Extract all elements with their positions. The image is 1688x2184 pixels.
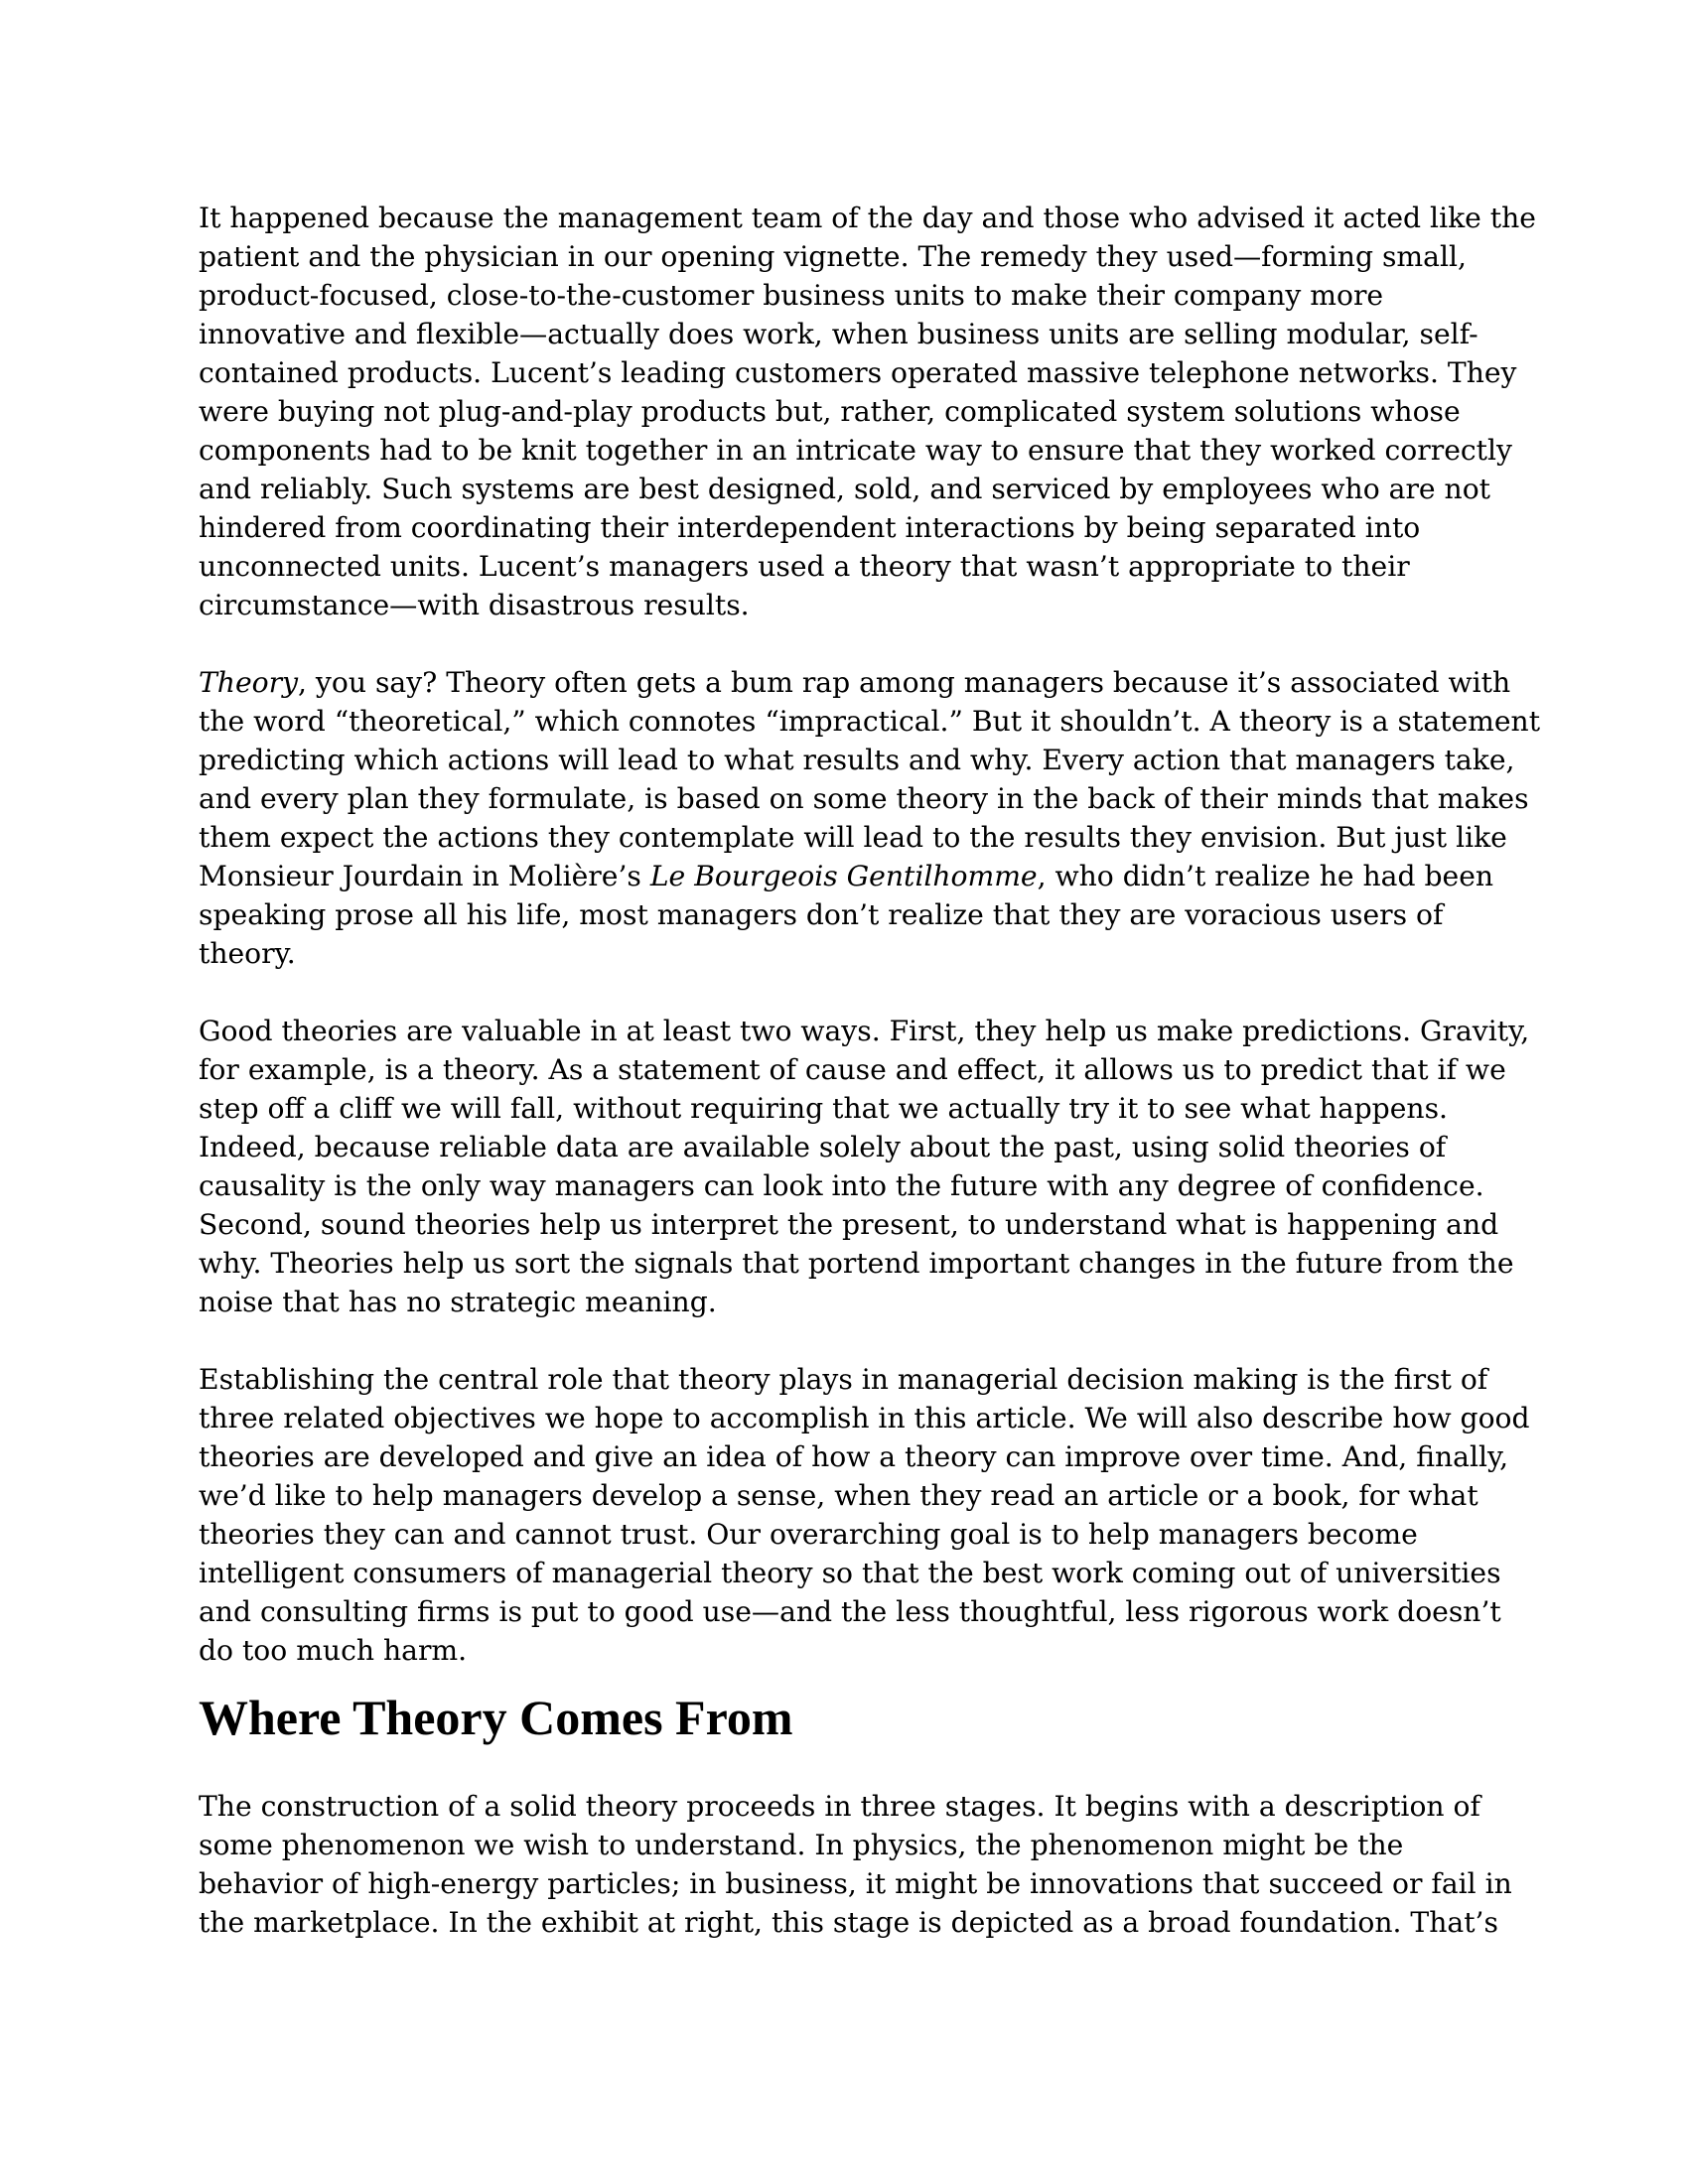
text-line: noise that has no strategic meaning. bbox=[199, 1286, 717, 1318]
paragraph-objectives bbox=[199, 1360, 1530, 1670]
text-line: contained products. Lucent’s leading customers operated massive telephone networks. They bbox=[199, 356, 1517, 389]
document-page bbox=[199, 199, 1541, 1942]
text-line: unconnected units. Lucent’s managers used a theory that wasn’t appropriate to their bbox=[199, 550, 1410, 583]
text-line: Second, sound theories help us interpret the present, to understand what is happening and bbox=[199, 1208, 1499, 1241]
text-line: circumstance—with disastrous results. bbox=[199, 589, 750, 621]
italic-title-le-bourgeois: Le Bourgeois Gentilhomme bbox=[649, 860, 1038, 892]
text-line: theories are developed and give an idea of how a theory can improve over time. And, finally, bbox=[199, 1440, 1509, 1473]
text-line: do too much harm. bbox=[199, 1634, 468, 1667]
text-line: predicting which actions will lead to what results and why. Every action that managers take, bbox=[199, 744, 1515, 776]
text-line: and every plan they formulate, is based on some theory in the back of their minds that makes bbox=[199, 782, 1529, 815]
text-line: theories they can and cannot trust. Our overarching goal is to help managers become bbox=[199, 1518, 1418, 1551]
text-line: behavior of high-energy particles; in business, it might be innovations that succeed or fail in bbox=[199, 1867, 1512, 1900]
text-line: why. Theories help us sort the signals that portend important changes in the future from the bbox=[199, 1247, 1514, 1280]
text-line: hindered from coordinating their interdependent interactions by being separated into bbox=[199, 511, 1421, 544]
text-line: for example, is a theory. As a statement of cause and effect, it allows us to predict that if we bbox=[199, 1053, 1506, 1086]
text-line: and reliably. Such systems are best designed, sold, and serviced by employees who are not bbox=[199, 473, 1491, 505]
text-line: the marketplace. In the exhibit at right, this stage is depicted as a broad foundation. That’s bbox=[199, 1906, 1498, 1939]
text-line: step off a cliff we will fall, without requiring that we actually try it to see what happens. bbox=[199, 1092, 1448, 1125]
text-line: product-focused, close-to-the-customer business units to make their company more bbox=[199, 279, 1384, 312]
paragraph-theory-construction bbox=[199, 1787, 1512, 1942]
text-line: innovative and flexible—actually does work, when business units are selling modular, self- bbox=[199, 318, 1478, 350]
paragraph-theory-definition bbox=[199, 663, 1541, 973]
text-segment: , you say? Theory often gets a bum rap among managers because it’s associated with bbox=[298, 666, 1511, 699]
text-line: intelligent consumers of managerial theory so that the best work coming out of universities bbox=[199, 1557, 1501, 1589]
text-line: patient and the physician in our opening vignette. The remedy they used—forming small, bbox=[199, 240, 1467, 273]
text-line: were buying not plug-and-play products but, rather, complicated system solutions whose bbox=[199, 395, 1461, 428]
italic-term-theory: Theory bbox=[199, 666, 299, 699]
text-segment: , who didn’t realize he had been bbox=[1037, 860, 1494, 892]
text-line: theory. bbox=[199, 937, 296, 970]
section-heading: Where Theory Comes From bbox=[199, 1690, 793, 1745]
text-line: causality is the only way managers can look into the future with any degree of confidence. bbox=[199, 1169, 1484, 1202]
text-line bbox=[199, 857, 1494, 895]
text-line: we’d like to help managers develop a sense, when they read an article or a book, for what bbox=[199, 1479, 1478, 1512]
text-line: The construction of a solid theory proceeds in three stages. It begins with a description of bbox=[199, 1790, 1480, 1823]
text-segment: Monsieur Jourdain in Molière’s bbox=[199, 860, 650, 892]
text-line: and consulting firms is put to good use—and the less thoughtful, less rigorous work doesn’t bbox=[199, 1595, 1501, 1628]
text-line: It happened because the management team of the day and those who advised it acted like the bbox=[199, 202, 1536, 234]
paragraph-good-theories bbox=[199, 1012, 1530, 1321]
paragraph-lucent-theory bbox=[199, 199, 1536, 624]
text-line: Indeed, because reliable data are available solely about the past, using solid theories of bbox=[199, 1131, 1447, 1163]
text-line: three related objectives we hope to accomplish in this article. We will also describe how good bbox=[199, 1402, 1530, 1434]
text-line bbox=[199, 663, 1511, 702]
text-line: components had to be knit together in an intricate way to ensure that they worked correctly bbox=[199, 434, 1512, 467]
text-line: speaking prose all his life, most managers don’t realize that they are voracious users of bbox=[199, 898, 1444, 931]
text-line: Establishing the central role that theory plays in managerial decision making is the first of bbox=[199, 1363, 1488, 1396]
text-line: them expect the actions they contemplate will lead to the results they envision. But just like bbox=[199, 821, 1507, 854]
text-line: the word “theoretical,” which connotes “impractical.” But it shouldn’t. A theory is a statement bbox=[199, 705, 1541, 738]
text-line: Good theories are valuable in at least two ways. First, they help us make predictions. Gravity, bbox=[199, 1015, 1530, 1047]
text-line: some phenomenon we wish to understand. In physics, the phenomenon might be the bbox=[199, 1829, 1404, 1861]
